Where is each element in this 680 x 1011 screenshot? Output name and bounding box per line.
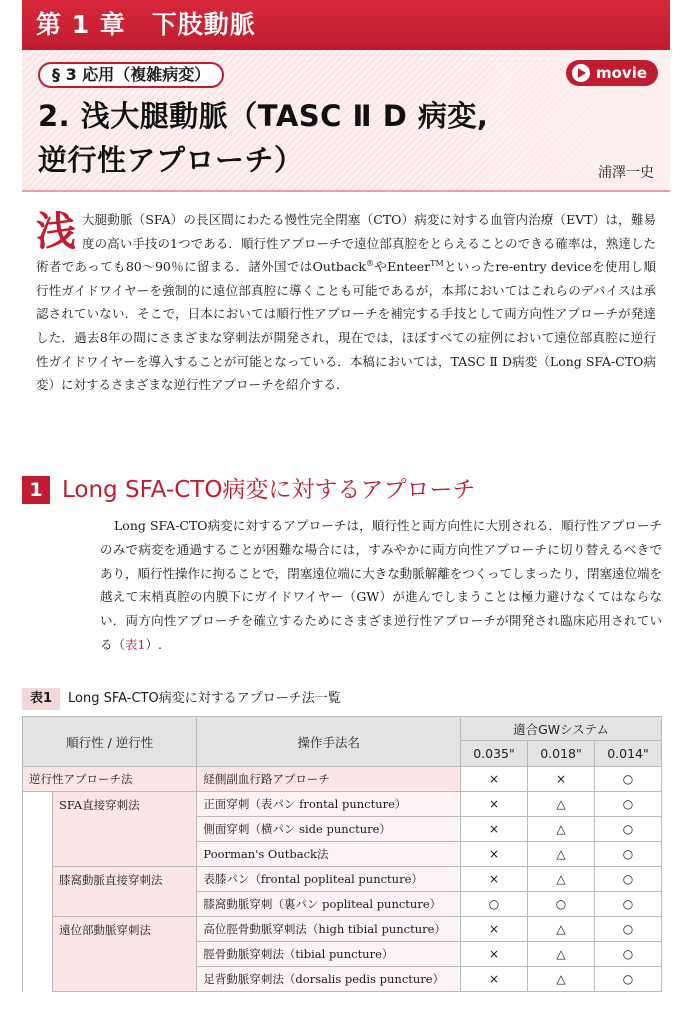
mark-cell: ○	[595, 842, 662, 867]
mark-cell: △	[528, 792, 595, 817]
section-body-text: Long SFA-CTO病変に対するアプローチは，順行性と両方向性に大別される．順行性アプローチのみで病変を通過することが困難な場合には，すみやかに両方向性アプローチに切り替えるべきであり，順行性操作に拘ることで，閉塞遠位端に大きな動脈解離をつくってしまったり，閉塞遠位端を越えて末梢真腔の内膜下にガイドワイヤー（GW）が進んでしまうことは極力避けなくてはならない．両方向性アプローチを確立するためにさまざま逆行性アプローチが開発され臨床応用されている（	[100, 518, 663, 652]
mark-cell: ○	[595, 917, 662, 942]
mark-cell: ×	[461, 942, 528, 967]
play-icon	[572, 64, 590, 82]
method-cell: 正面穿刺（表パン frontal puncture）	[197, 792, 461, 817]
table-row	[23, 792, 662, 817]
table-row	[23, 767, 662, 792]
method-cell: 足背動脈穿刺法（dorsalis pedis puncture）	[197, 967, 461, 992]
intro-paragraph	[36, 208, 656, 397]
indent-spacer	[23, 792, 53, 992]
mark-cell: ○	[595, 767, 662, 792]
mark-cell: △	[528, 842, 595, 867]
intro-text-a: 大腿動脈（SFA）の長区間にわたる慢性完全閉塞（CTO）病変に対する血管内治療（EVT）は，難易度の高い手技の1つである．順行性アプローチで遠位部真腔をとらえることのできる確率は，熟達した術者であっても80～90％に留まる．諸外国ではOutback	[36, 212, 656, 275]
method-cell: 表膝パン（frontal popliteal puncture）	[197, 867, 461, 892]
header-gw-018: 0.018"	[528, 741, 595, 767]
mark-cell: ○	[595, 867, 662, 892]
mark-cell: △	[528, 867, 595, 892]
mark-cell: △	[528, 817, 595, 842]
mark-cell: ×	[461, 842, 528, 867]
article-title-line1: 2. 浅大腿動脈（TASC Ⅱ D 病変,	[38, 99, 489, 133]
approach-table	[22, 716, 662, 992]
table-reference-link[interactable]: 表1	[125, 636, 146, 652]
method-cell: 経側副血行路アプローチ	[197, 767, 461, 792]
author-name: 浦澤一史	[598, 165, 654, 181]
subcategory-cell: 膝窩動脈直接穿刺法	[53, 867, 197, 917]
header-gw-035: 0.035"	[461, 741, 528, 767]
mark-cell: ○	[595, 892, 662, 917]
section-title: Long SFA-CTO病変に対するアプローチ	[62, 477, 476, 503]
chapter-header	[22, 0, 670, 50]
mark-cell: ○	[595, 817, 662, 842]
mark-cell: ×	[461, 767, 528, 792]
section-body	[100, 514, 662, 657]
article-title	[38, 94, 638, 182]
table-caption	[22, 688, 662, 710]
table-row	[23, 917, 662, 942]
method-cell: 膝窩動脈穿刺（裏パン popliteal puncture）	[197, 892, 461, 917]
header-gw-system: 適合GWシステム	[461, 717, 662, 741]
section-label: § 3 応用（複雑病変）	[38, 62, 224, 88]
section-number: 1	[22, 476, 50, 504]
method-cell: 脛骨動脈穿刺法（tibial puncture）	[197, 942, 461, 967]
mark-cell: ×	[461, 867, 528, 892]
mark-cell: ○	[595, 942, 662, 967]
mark-cell: ×	[461, 792, 528, 817]
table-label: 表1	[22, 688, 60, 710]
table-row	[23, 867, 662, 892]
subcategory-cell: 遠位部動脈穿刺法	[53, 917, 197, 992]
table-caption-text: Long SFA-CTO病変に対するアプローチ法一覧	[68, 691, 341, 706]
category-cell: 逆行性アプローチ法	[23, 767, 197, 792]
mark-cell: ○	[595, 792, 662, 817]
registered-mark: ®	[365, 259, 374, 269]
method-cell: 側面穿刺（横パン side puncture）	[197, 817, 461, 842]
subcategory-cell: SFA直接穿刺法	[53, 792, 197, 867]
mark-cell: △	[528, 942, 595, 967]
movie-label: movie	[596, 64, 648, 82]
header-gw-014: 0.014"	[595, 741, 662, 767]
mark-cell: △	[528, 967, 595, 992]
section-body-end: ）.	[145, 636, 162, 652]
method-cell: Poorman's Outback法	[197, 842, 461, 867]
trademark-mark: TM	[430, 259, 444, 269]
mark-cell: ×	[461, 817, 528, 842]
mark-cell: ○	[461, 892, 528, 917]
intro-text-c: といったre-entry deviceを使用し順行性ガイドワイヤーを強制的に遠位部真腔に導くことも可能であるが，本邦においてはこれらのデバイスは承認されていない．そこで，日本においては順行性アプローチを補完する手技として両方向性アプローチが発達した．過去8年の間にさまざまな穿刺法が開発され，現在では，ほぼすべての症例において遠位部真腔に逆行性ガイドワイヤーを導入することが可能となっている．本稿においては，TASC Ⅱ D病変（Long SFA-CTO病変）に対するさまざまな逆行性アプローチを紹介する．	[36, 259, 656, 393]
method-cell: 高位脛骨動脈穿刺法（high tibial puncture）	[197, 917, 461, 942]
mark-cell: ×	[461, 967, 528, 992]
drop-cap: 浅	[36, 208, 76, 255]
header-direction: 順行性 / 逆行性	[23, 717, 197, 767]
header-method: 操作手法名	[197, 717, 461, 767]
mark-cell: ×	[461, 917, 528, 942]
chapter-title: 第 1 章 下肢動脈	[36, 10, 256, 39]
mark-cell: ○	[528, 892, 595, 917]
mark-cell: ○	[595, 967, 662, 992]
movie-button[interactable]	[566, 60, 658, 86]
mark-cell: ×	[528, 767, 595, 792]
mark-cell: △	[528, 917, 595, 942]
section-heading	[22, 472, 662, 508]
title-block	[22, 50, 670, 192]
intro-text-b: やEnteer	[373, 259, 431, 275]
article-title-line2: 逆行性アプローチ）	[38, 143, 304, 177]
